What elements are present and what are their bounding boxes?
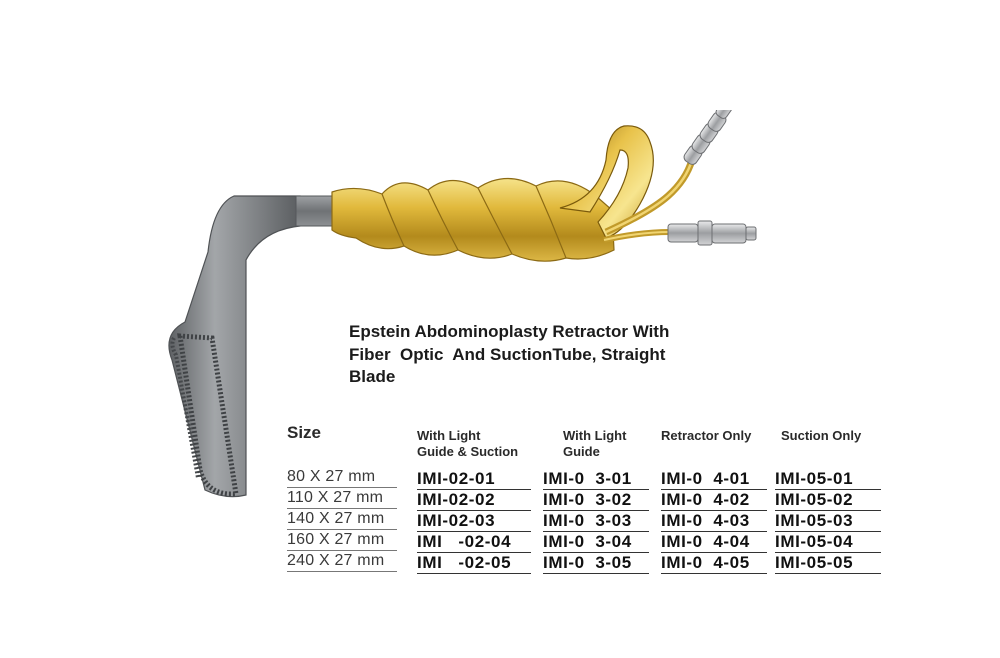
code-retractor-only: IMI-0 4-04 — [661, 532, 767, 553]
code-light-guide: IMI-0 3-03 — [543, 511, 649, 532]
size-cell: 140 X 27 mm — [287, 509, 397, 530]
code-light-guide-suction: IMI -02-04 — [417, 532, 531, 553]
code-light-guide-suction: IMI-02-03 — [417, 511, 531, 532]
code-light-guide: IMI-0 3-05 — [543, 553, 649, 574]
code-suction-only: IMI-05-01 — [775, 469, 881, 490]
size-cell: 160 X 27 mm — [287, 530, 397, 551]
header-line: Guide & Suction — [417, 444, 519, 459]
size-cell: 240 X 27 mm — [287, 551, 397, 572]
code-light-guide: IMI-0 3-01 — [543, 469, 649, 490]
header-line: With Light — [563, 428, 627, 443]
code-suction-only: IMI-05-05 — [775, 553, 881, 574]
header-line: Guide — [563, 444, 600, 459]
header-line: Retractor Only — [661, 428, 752, 443]
header-line: Suction Only — [781, 428, 862, 443]
code-light-guide: IMI-0 3-04 — [543, 532, 649, 553]
code-light-guide-suction: IMI -02-05 — [417, 553, 531, 574]
header-light-guide — [563, 428, 626, 460]
product-title-line: Blade — [349, 367, 396, 386]
retractor-handle — [332, 178, 614, 261]
product-title-line: Epstein Abdominoplasty Retractor With — [349, 322, 670, 341]
retractor-blade — [169, 196, 300, 497]
size-cell: 110 X 27 mm — [287, 488, 397, 509]
header-suction-only — [781, 428, 861, 444]
code-retractor-only: IMI-0 4-02 — [661, 490, 767, 511]
header-line: With Light — [417, 428, 481, 443]
code-retractor-only: IMI-0 4-01 — [661, 469, 767, 490]
product-title — [349, 321, 749, 389]
code-suction-only: IMI-05-02 — [775, 490, 881, 511]
code-light-guide-suction: IMI-02-01 — [417, 469, 531, 490]
product-title-line: Fiber Optic And SuctionTube, Straight — [349, 344, 666, 364]
suction-connector — [682, 110, 733, 166]
code-suction-only: IMI-05-03 — [775, 511, 881, 532]
header-retractor-only — [661, 428, 751, 444]
code-retractor-only: IMI-0 4-03 — [661, 511, 767, 532]
header-light-guide-suction — [417, 428, 518, 460]
size-cell: 80 X 27 mm — [287, 467, 397, 488]
retractor-shaft — [296, 196, 336, 226]
code-retractor-only: IMI-0 4-05 — [661, 553, 767, 574]
code-light-guide: IMI-0 3-02 — [543, 490, 649, 511]
code-light-guide-suction: IMI-02-02 — [417, 490, 531, 511]
code-suction-only: IMI-05-04 — [775, 532, 881, 553]
header-size: Size — [287, 423, 322, 442]
